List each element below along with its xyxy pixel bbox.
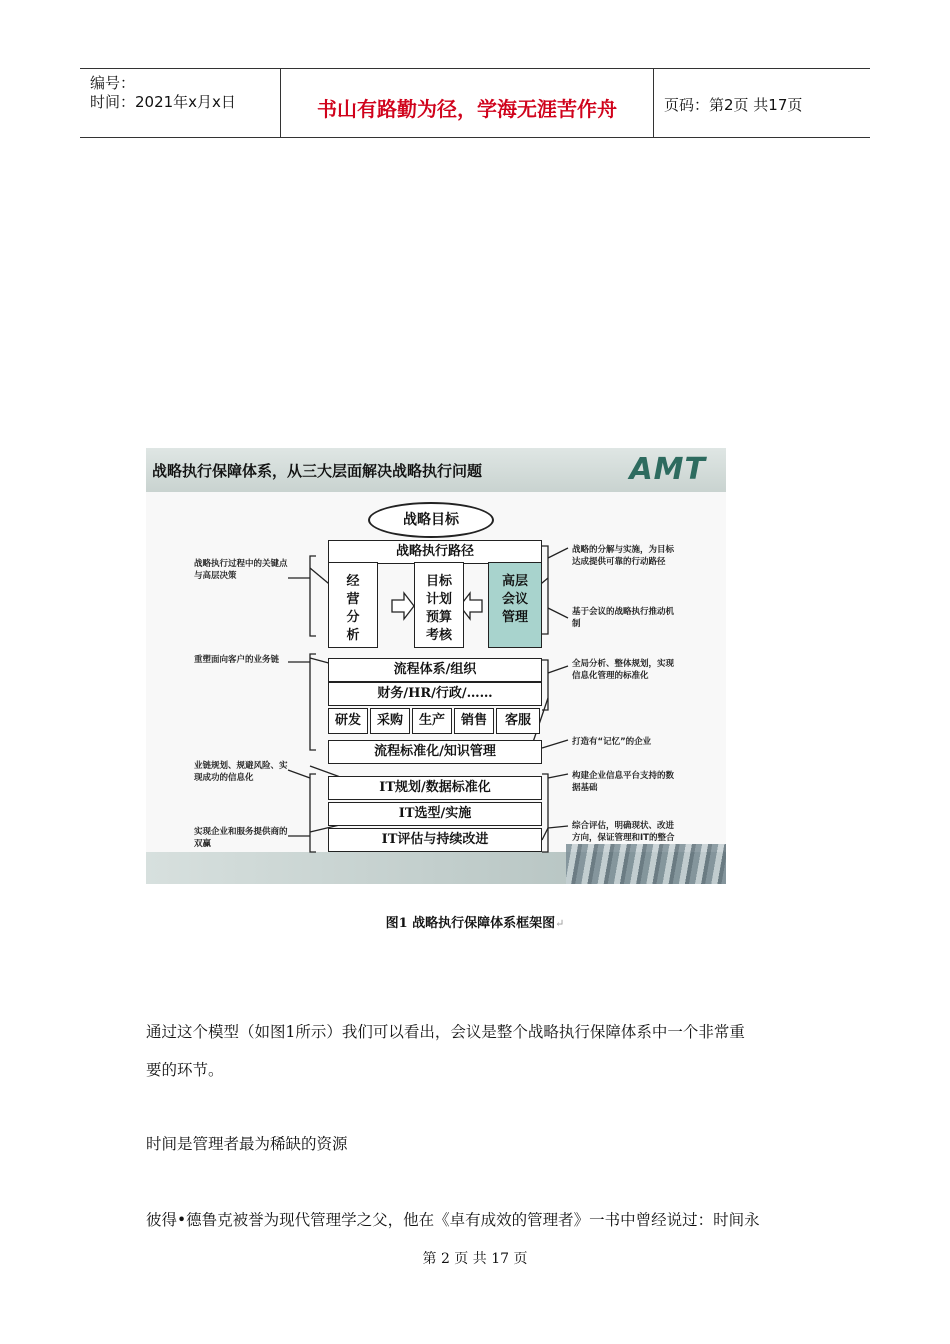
motto: 书山有路勤为径，学海无涯苦作舟 <box>317 97 617 121</box>
executive-meeting-label: 高层会议管理 <box>501 574 528 625</box>
page-footer: 第 2 页 共 17 页 <box>422 1251 528 1267</box>
it-evaluation-box: IT评估与持续改进 <box>328 828 542 852</box>
strategy-goal-oval: 战略目标 <box>368 502 494 538</box>
right-note-4: 打造有“记忆”的企业 <box>572 737 652 747</box>
right-note-1: 战略的分解与实施，为目标达成提供可靠的行动路径 <box>572 545 675 567</box>
paragraph-1-line-2: 要的环节。 <box>146 1061 224 1079</box>
right-note-3: 全局分析、整体规划，实现信息化管理的标准化 <box>572 659 675 681</box>
figure-caption <box>0 912 950 931</box>
right-note-6: 综合评估，明确现状、改进方向，保证管理和IT的整合 <box>572 821 675 843</box>
finance-hr-box: 财务/HR/行政/…… <box>328 682 542 706</box>
figure-caption-text: 图1 战略执行保障体系框架图 <box>385 916 556 931</box>
return-mark: ↵ <box>555 917 565 930</box>
it-planning-box: IT规划/数据标准化 <box>328 776 542 800</box>
paragraph-1-line-1: 通过这个模型（如图1所示）我们可以看出，会议是整个战略执行保障体系中一个非常重 <box>146 1023 745 1041</box>
dept-sales: 销售 <box>454 708 494 734</box>
dept-production: 生产 <box>412 708 452 734</box>
figure-title: 战略执行保障体系，从三大层面解决战略执行问题 <box>152 462 483 480</box>
paragraph-3-line-1: 彼得•德鲁克被誉为现代管理学之父，他在《卓有成效的管理者》一书中曾经说过：时间永 <box>146 1211 760 1229</box>
page-number-label: 页码：第2页 共17页 <box>664 96 803 114</box>
executive-meeting-box <box>488 562 542 648</box>
business-analysis-label: 经营分析 <box>346 574 360 643</box>
dept-purchasing: 采购 <box>370 708 410 734</box>
section-heading: 时间是管理者最为稀缺的资源 <box>146 1135 348 1153</box>
dept-service: 客服 <box>496 708 540 734</box>
amt-logo: AMT <box>629 452 706 487</box>
process-system-box: 流程体系/组织 <box>328 658 542 682</box>
right-note-2: 基于会议的战略执行推动机制 <box>572 607 675 629</box>
departments-row <box>328 708 543 734</box>
business-analysis-box <box>328 562 378 648</box>
header-page-cell <box>654 69 870 137</box>
date-label: 时间：2021年x月x日 <box>90 93 236 111</box>
left-note-1: 战略执行过程中的关键点与高层决策 <box>194 559 288 581</box>
left-note-4: 实现企业和服务提供商的双赢 <box>194 827 288 849</box>
dept-rd: 研发 <box>328 708 368 734</box>
header-motto-cell <box>281 69 654 137</box>
header-meta-cell <box>80 69 281 137</box>
left-note-3: 业链规划、规避风险、实现成功的信息化 <box>194 761 288 783</box>
left-note-2: 重塑面向客户的业务链 <box>194 655 280 665</box>
page-header <box>80 68 870 138</box>
number-label: 编号： <box>90 74 136 92</box>
strategy-framework-figure <box>146 448 726 884</box>
standardization-box: 流程标准化/知识管理 <box>328 740 542 764</box>
right-note-5: 构建企业信息平台支持的数据基础 <box>572 771 675 793</box>
it-selection-box: IT选型/实施 <box>328 802 542 826</box>
execution-path-box: 战略执行路径 <box>328 540 542 564</box>
plan-budget-label: 目标计划预算考核 <box>425 574 452 643</box>
plan-budget-box <box>414 562 464 648</box>
